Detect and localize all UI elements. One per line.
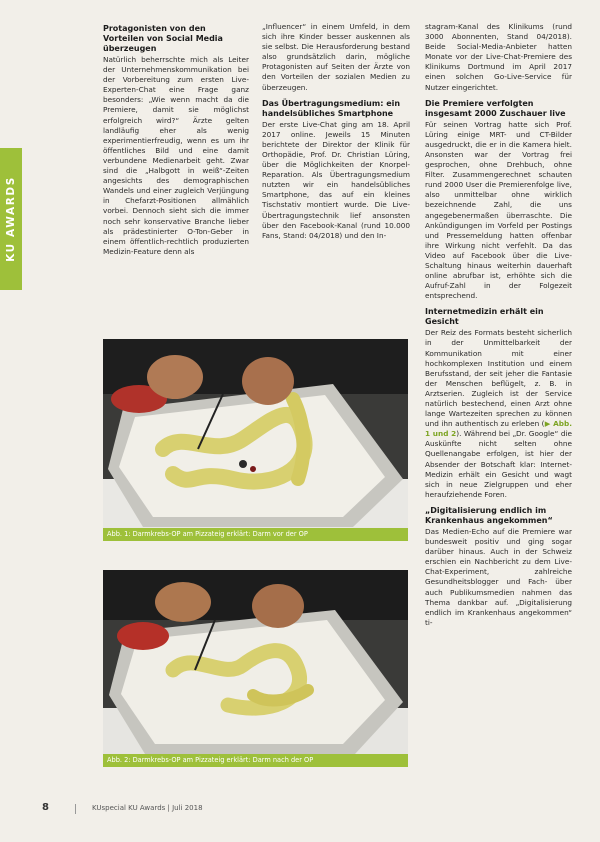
publication-name: KUspecial KU Awards | Juli 2018 [92,804,203,812]
paragraph-premiere: Für seinen Vortrag hatte sich Prof. Lüring einige MRT- und CT-Bilder ausgedruckt, die er in die Kamera hielt. Ansonsten war der Vortrag frei gesprochen, ohne Drehbuch, ohne Filter. Zusammengerechnet schauten rund 2000 User die Premierenfolge live, also unmittelbar ohne wirklich bezeichnende Zahl, die uns angegebenermaßen überraschte. Die Ankündigungen im Vorfeld per Postings und Pressemeldung hatten offenbar ihre Wirkung nicht verfehlt. Da das Video auf Facebook über die Live-Schaltung hinaus weiterhin dauerhaft online abrufbar ist, erhöhte sich die Aufruf-Zahl in der Folgezeit entsprechend. [425,119,572,301]
figure-1-photo [103,339,408,528]
heading-digitalisierung: „Digitalisierung endlich im Krankenhaus angekommen“ [425,505,553,525]
column-3 [425,22,572,632]
paragraph-digitalisierung: Das Medien-Echo auf die Premiere war bundesweit positiv und ging sogar darüber hinaus. Auch in der Schweiz erschien ein Nachbericht zu dem Live-Chat-Experiment, zahlreiche Gesundheitsblogger und Fach- über auch Publikumsmedien nahmen das Thema dankbar auf. „Digitalisierung endlich im Krankenhaus angekommen“ ti- [425,526,572,627]
footer-divider [75,804,76,814]
paragraph-col1: Natürlich beherrschte mich als Leiter der Unternehmenskommunikation bei der Vorbereitung zum ersten Live-Experten-Chat eine Frage ganz besonders: „Wie wenn macht da die Premiere, damit sie möglichst erfolgreich wird?“ Ärzte gelten landläufig eher als wenig experimentierfreudig, wenn es um ihr öffentliches Bild und eine damit verbundene Medienarbeit geht. Zwar sind die „Halbgott in weiß“-Zeiten angesichts des demographischen Wandels und einer zugleich Verjüngung in Chefarzt-Positionen allmählich vorbei. Dennoch sieht sich die immer noch sehr konservative Branche lieber als prädestinierter O-Ton-Geber in einem öffentlich-rechtlich produzierten Medizin-Feature denn als [103,55,249,256]
column-1 [103,24,249,261]
figure-2-photo [103,570,408,754]
figure-2 [103,570,408,767]
text-fragment: Der Reiz des Formats besteht sicherlich in der Unmittelbarkeit der Kommunikation mit einer hochkomplexen Institution und einem Berufsstand, der seit jeher die Fantasie der Menschen beflügelt, z. B. in Arztserien. Zugleich ist der Service natürlich bestechend, einen Arzt ohne lange Wartezeiten sprechen zu können und ihn authentisch zu erleben ( [425,328,572,429]
figure-reference-link[interactable]: ▶ Abb. 1 und 2 [425,419,572,439]
section-tab [0,148,22,290]
heading-premiere: Die Premiere verfolgten insgesamt 2000 Zuschauer live [425,98,566,118]
heading-internetmedizin: Internetmedizin erhält ein Gesicht [425,307,544,327]
heading-social-media: Protagonisten von den Vorteilen von Social Media überzeugen [103,24,223,53]
heading-smartphone: Das Übertragungsmedium: ein handelsübliches Smartphone [262,98,401,118]
paragraph-internetmedizin [425,328,572,500]
paragraph-col2-top: „Influencer“ in einem Umfeld, in dem sich ihre Kinder besser auskennen als sie selbst. Die Herausforderung bestand also grundsätzlich darin, mögliche Protagonisten auf Seiten der Ärzte von den Vorteilen der sozialen Medien zu überzeugen. [262,22,410,92]
paragraph-col3-top: stagram-Kanal des Klinikums (rund 3000 Abonnenten, Stand 04/2018). Beide Social-Media-Anbieter hatten Monate vor der Live-Chat-Premiere des Klinikums Dortmund im April 2017 einen solchen Go-Live-Service für Nutzer eingerichtet. [425,22,572,92]
figure-2-caption: Abb. 2: Darmkrebs-OP am Pizzateig erklärt: Darm nach der OP [103,754,408,767]
paragraph-col2: Der erste Live-Chat ging am 18. April 2017 online. Jeweils 15 Minuten berichtete der Direktor der Klinik für Orthopädie, Prof. Dr. Christian Lüring, über die Möglichkeiten der Knorpel-Reparation. Als Übertragungsmedium nutzten wir ein handelsübliches Smartphone, das auf ein kleines Tischstativ montiert wurde. Die Live-Übertragungstechnik lief ansonsten über den Facebook-Kanal (rund 10.000 Fans, Stand: 04/2018) und den In- [262,119,410,240]
figure-1 [103,339,408,541]
text-fragment: ). Während bei „Dr. Google“ die Auskünfte nicht selten ohne Quellenangabe erfolgen, ist hier der Absender der Botschaft klar: Internet-Medizin erhält ein Gesicht und wagt sich in neue Zielgruppen und eher heraufziehende Foren. [425,429,572,499]
figure-1-caption: Abb. 1: Darmkrebs-OP am Pizzateig erklärt: Darm vor der OP [103,528,408,541]
page-number: 8 [42,802,49,813]
section-tab-label: KU AWARDS [5,176,17,262]
column-2 [262,22,410,245]
